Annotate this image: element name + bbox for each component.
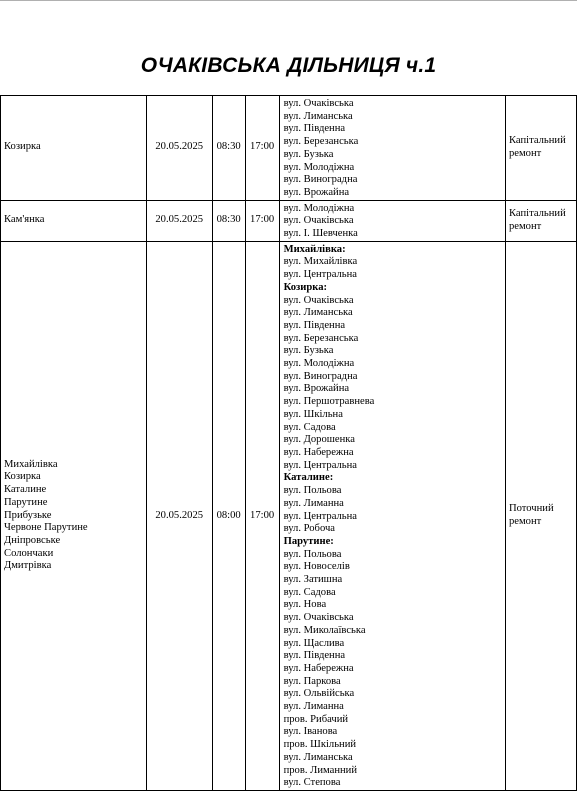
street-name: вул. Центральна <box>283 510 357 522</box>
streets-cell <box>279 241 505 790</box>
settlement-name: Прибузьке <box>4 509 52 521</box>
street-name: вул. Виноградна <box>283 370 358 382</box>
settlements-cell <box>1 200 147 241</box>
work-type-cell: Капітальний ремонт <box>505 96 576 201</box>
street-name: вул. Новоселів <box>283 561 350 573</box>
street-name: вул. Ольвійська <box>283 688 355 700</box>
street-name: вул. Бузька <box>283 345 334 357</box>
street-name: вул. Врожайна <box>283 186 350 198</box>
start-time-cell: 08:30 <box>212 96 245 201</box>
settlement-name: Кам'янка <box>4 214 45 226</box>
settlement-heading: Каталине: <box>283 472 334 484</box>
street-name: вул. Степова <box>283 777 341 789</box>
settlement-name: Парутине <box>4 496 48 508</box>
settlement-heading: Парутине: <box>283 535 334 547</box>
streets-cell <box>279 200 505 241</box>
street-name: вул. Садова <box>283 421 336 433</box>
settlement-name: Дніпровське <box>4 534 61 546</box>
street-name: вул. Нова <box>283 599 327 611</box>
street-name: пров. Шкільний <box>283 739 357 751</box>
streets-cell <box>279 96 505 201</box>
table-row <box>1 200 577 241</box>
street-name: вул. Березанська <box>283 332 359 344</box>
street-name: вул. Садова <box>283 586 336 598</box>
date-cell: 20.05.2025 <box>146 96 212 201</box>
street-name: вул. Набережна <box>283 446 354 458</box>
top-border-line <box>0 0 577 1</box>
start-time-cell: 08:00 <box>212 241 245 790</box>
street-name: вул. Лиманна <box>283 497 344 509</box>
settlement-name: Михайлівка <box>4 458 58 470</box>
settlement-name: Солончаки <box>4 547 54 559</box>
table-body <box>1 96 577 791</box>
outage-schedule-table <box>0 95 577 791</box>
settlement-name: Каталине <box>4 484 47 496</box>
street-name: вул. Затишна <box>283 574 343 586</box>
street-name: вул. Південна <box>283 319 346 331</box>
street-name: вул. Очаківська <box>283 612 354 624</box>
street-name: вул. Очаківська <box>283 215 354 227</box>
table-row <box>1 96 577 201</box>
end-time-cell: 17:00 <box>245 96 279 201</box>
street-name: вул. Молодіжна <box>283 358 355 370</box>
street-name: вул. Щаслива <box>283 637 345 649</box>
street-name: вул. Бузька <box>283 148 334 160</box>
street-name: вул. Лиманська <box>283 751 353 763</box>
settlement-heading: Козирка: <box>283 281 328 293</box>
street-name: вул. Паркова <box>283 675 341 687</box>
street-name: вул. Березанська <box>283 136 359 148</box>
street-name: вул. Набережна <box>283 662 354 674</box>
street-name: вул. Михайлівка <box>283 256 358 268</box>
settlement-name: Козирка <box>4 141 41 153</box>
settlement-heading: Михайлівка: <box>283 243 346 255</box>
end-time-cell: 17:00 <box>245 200 279 241</box>
settlements-cell <box>1 241 147 790</box>
end-time-cell: 17:00 <box>245 241 279 790</box>
street-name: пров. Рибачий <box>283 713 349 725</box>
street-name: вул. Молодіжна <box>283 161 355 173</box>
street-name: вул. Миколаївська <box>283 624 366 636</box>
settlement-name: Козирка <box>4 471 41 483</box>
street-name: вул. Іванова <box>283 726 338 738</box>
street-name: пров. Лиманний <box>283 764 358 776</box>
street-name: вул. Робоча <box>283 523 335 535</box>
table-row <box>1 241 577 790</box>
street-name: вул. Польова <box>283 548 342 560</box>
page-title: ОЧАКІВСЬКА ДІЛЬНИЦЯ ч.1 <box>140 54 437 77</box>
street-name: вул. Лиманна <box>283 701 344 713</box>
street-name: вул. Південна <box>283 650 346 662</box>
street-name: вул. Центральна <box>283 459 357 471</box>
street-name: вул. Лиманська <box>283 307 353 319</box>
street-name: вул. Очаківська <box>283 294 354 306</box>
street-name: вул. Дорошенка <box>283 434 355 446</box>
street-name: вул. Лиманська <box>283 110 353 122</box>
date-cell: 20.05.2025 <box>146 241 212 790</box>
date-cell: 20.05.2025 <box>146 200 212 241</box>
street-name: вул. Першотравнева <box>283 396 375 408</box>
street-name: вул. Польова <box>283 485 342 497</box>
street-name: вул. Молодіжна <box>283 202 355 214</box>
street-name: вул. І. Шевченка <box>283 228 358 240</box>
settlements-cell <box>1 96 147 201</box>
work-type-cell: Поточний ремонт <box>505 241 576 790</box>
street-name: вул. Південна <box>283 123 346 135</box>
settlement-name: Червоне Парутине <box>4 522 88 534</box>
street-name: вул. Виноградна <box>283 174 358 186</box>
settlement-name: Дмитрівка <box>4 560 52 572</box>
street-name: вул. Очаківська <box>283 98 354 109</box>
start-time-cell: 08:30 <box>212 200 245 241</box>
street-name: вул. Шкільна <box>283 408 343 420</box>
street-name: вул. Центральна <box>283 269 357 281</box>
street-name: вул. Врожайна <box>283 383 350 395</box>
work-type-cell: Капітальний ремонт <box>505 200 576 241</box>
